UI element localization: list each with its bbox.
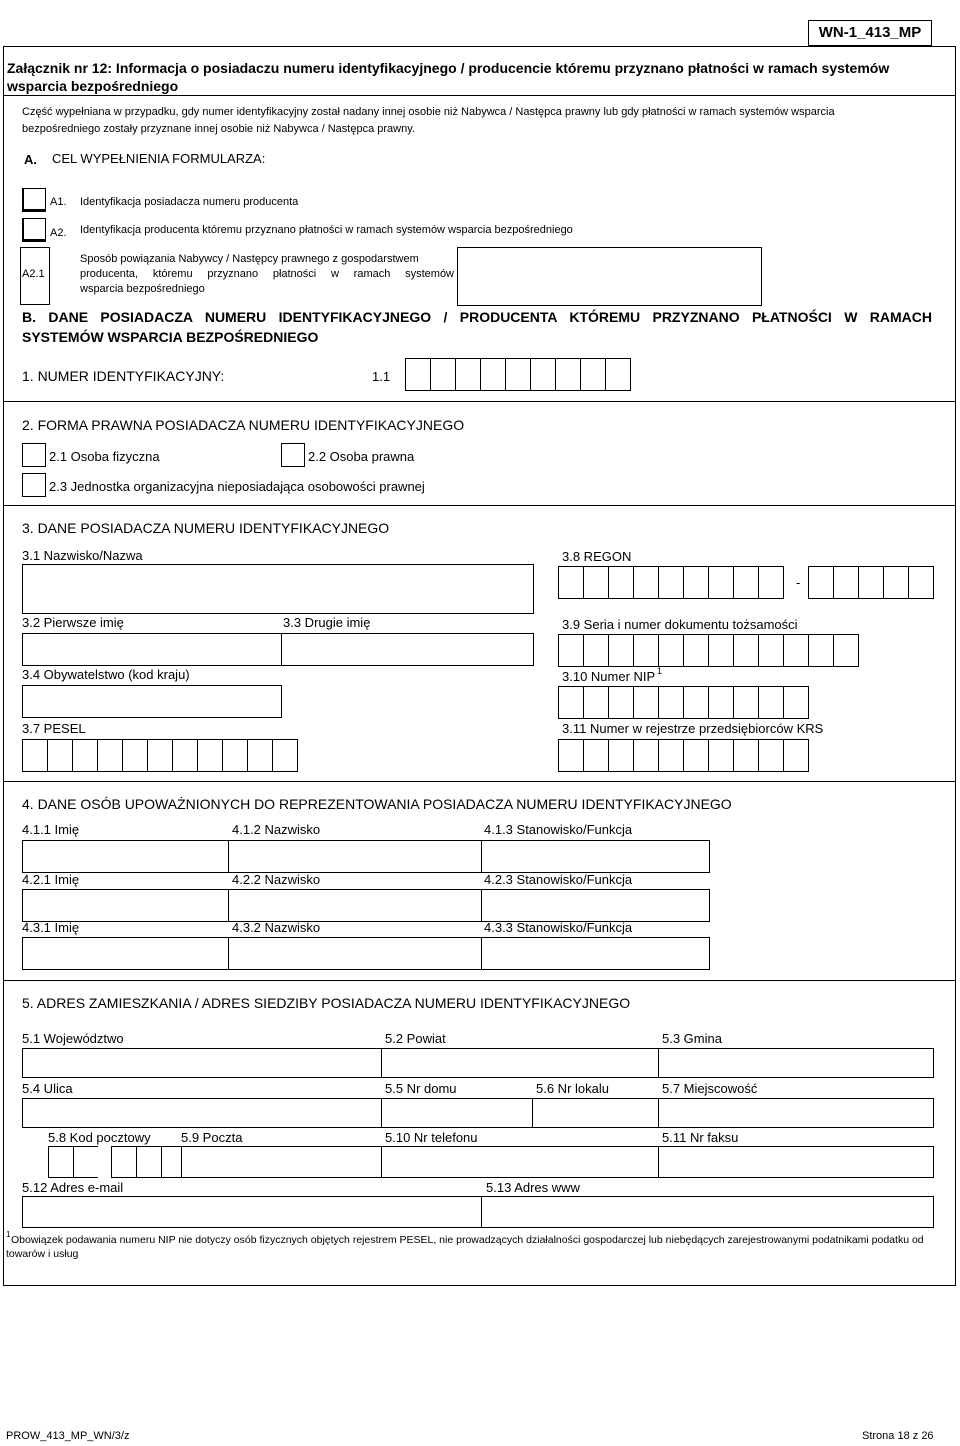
nip-cells[interactable] [558,686,808,719]
section-b-title-line2: SYSTEMÓW WSPARCIA BEZPOŚREDNIEGO [22,329,319,345]
s4-row3-nazwisko-input[interactable] [228,937,482,970]
s4-row1-stanowisko-input[interactable] [481,840,710,873]
s54-input[interactable] [22,1098,382,1128]
s32-label: 3.2 Pierwsze imię [22,615,124,630]
s1-code: 1.1 [372,369,391,384]
s510-input[interactable] [381,1146,659,1178]
krs-cells[interactable] [558,739,808,772]
top-divider [3,95,956,96]
a2-checkbox[interactable] [22,218,46,242]
s4-row1-imie: 4.1.1 Imię [22,822,80,837]
s513-input[interactable] [481,1196,934,1228]
s22-checkbox[interactable] [281,443,305,467]
s5-title: 5. ADRES ZAMIESZKANIA / ADRES SIEDZIBY POSIADACZA NUMERU IDENTYFIKACYJNEGO [22,995,631,1011]
s55-input[interactable] [381,1098,533,1128]
page-title: Załącznik nr 12: Informacja o posiadaczu numeru identyfikacyjnego / producencie któremu przyznano płatności w ramach systemów [7,60,890,76]
s39-label: 3.9 Seria i numer dokumentu tożsamości [562,617,798,632]
s4-row1-stanowisko: 4.1.3 Stanowisko/Funkcja [484,822,633,837]
s4-row1-imie-input[interactable] [22,840,229,873]
regon-dash: - [796,575,801,590]
s4-row2-nazwisko: 4.2.2 Nazwisko [232,872,321,887]
s52-input[interactable] [381,1048,659,1078]
s56-input[interactable] [532,1098,659,1128]
s511-input[interactable] [658,1146,934,1178]
s52-label: 5.2 Powiat [385,1031,446,1046]
s3-title: 3. DANE POSIADACZA NUMERU IDENTYFIKACYJNEGO [22,520,390,536]
s510-label: 5.10 Nr telefonu [385,1130,478,1145]
a21-description-line2: producenta, któremu przyznano płatności w ramach systemów [80,268,454,280]
s51-input[interactable] [22,1048,382,1078]
s58-label: 5.8 Kod pocztowy [48,1130,151,1145]
divider-1 [3,401,956,402]
a1-checkbox[interactable] [22,188,46,212]
footer-doc-code: PROW_413_MP_WN/3/z [6,1430,130,1442]
s512-label: 5.12 Adres e-mail [22,1180,124,1195]
s23-label: 2.3 Jednostka organizacyjna nieposiadająca osobowości prawnej [49,479,425,494]
s511-label: 5.11 Nr faksu [662,1130,739,1145]
divider-4 [3,980,956,981]
s4-row3-stanowisko-input[interactable] [481,937,710,970]
footnote-text: Obowiązek podawania numeru NIP nie dotyczy osób fizycznych objętych rejestrem PESEL, nie prowadzących działalności gospodarczej lub niebędących zarejestrowanymi podatnikami podatku od [11,1234,924,1246]
section-a-title: CEL WYPEŁNIENIA FORMULARZA: [52,151,266,166]
s59-label: 5.9 Poczta [181,1130,243,1145]
intro-text: Część wypełniana w przypadku, gdy numer identyfikacyjny został nadany innej osobie niż Nabywca / Następca prawny lub gdy płatności w ramach systemów wsparcia [22,106,835,118]
a2-code: A2. [50,227,67,239]
s310-label: 3.10 Numer NIP [562,669,656,684]
s31-input[interactable] [22,564,534,614]
section-a-letter: A. [24,152,37,167]
id-document-cells[interactable] [558,634,858,667]
s21-label: 2.1 Osoba fizyczna [49,449,160,464]
s1-title: 1. NUMER IDENTYFIKACYJNY: [22,368,225,384]
s4-row1-nazwisko: 4.1.2 Nazwisko [232,822,321,837]
s513-label: 5.13 Adres www [486,1180,580,1195]
s4-row2-stanowisko-input[interactable] [481,889,710,922]
s4-row2-imie: 4.2.1 Imię [22,872,80,887]
a1-label: Identyfikacja posiadacza numeru producenta [80,196,299,208]
s4-row2-nazwisko-input[interactable] [228,889,482,922]
s4-row1-nazwisko-input[interactable] [228,840,482,873]
section-b-title: B. DANE POSIADACZA NUMERU IDENTYFIKACYJNEGO / PRODUCENTA KTÓREMU PRZYZNANO PŁATNOŚCI W RAMACH [22,309,932,325]
s54-label: 5.4 Ulica [22,1081,73,1096]
footnote-text-line2: towarów i usług [6,1248,79,1260]
intro-text-line2: bezpośredniego zostały przyznane innej osobie niż Nabywca / Następca prawny. [22,123,415,135]
s4-row3-imie-input[interactable] [22,937,229,970]
s23-checkbox[interactable] [22,473,46,497]
s21-checkbox[interactable] [22,443,46,467]
s2-title: 2. FORMA PRAWNA POSIADACZA NUMERU IDENTYFIKACYJNEGO [22,417,465,433]
s38-label: 3.8 REGON [562,549,632,564]
s53-label: 5.3 Gmina [662,1031,722,1046]
regon-cells-suffix[interactable] [808,566,933,599]
s310-footnote-mark: 1 [657,666,663,676]
a21-description: Sposób powiązania Nabywcy / Następcy prawnego z gospodarstwem [80,253,419,265]
footer-page-number: Strona 18 z 26 [862,1430,934,1442]
a21-code: A2.1 [22,268,45,280]
s33-label: 3.3 Drugie imię [283,615,371,630]
a1-code: A1. [50,196,67,208]
pesel-cells[interactable] [22,739,297,772]
s4-row3-stanowisko: 4.3.3 Stanowisko/Funkcja [484,920,633,935]
s512-input[interactable] [22,1196,482,1228]
form-code: WN-1_413_MP [818,24,922,41]
a21-description-line3: wsparcia bezpośredniego [80,283,205,295]
s33-input[interactable] [281,633,534,666]
s22-label: 2.2 Osoba prawna [308,449,415,464]
s34-input[interactable] [22,685,282,718]
s31-label: 3.1 Nazwisko/Nazwa [22,548,143,563]
s4-row2-imie-input[interactable] [22,889,229,922]
s4-title: 4. DANE OSÓB UPOWAŻNIONYCH DO REPREZENTOWANIA POSIADACZA NUMERU IDENTYFIKACYJNEGO [22,796,732,812]
s34-label: 3.4 Obywatelstwo (kod kraju) [22,667,190,682]
a21-input[interactable] [457,247,762,306]
divider-2 [3,505,956,506]
id-number-cells[interactable] [405,358,630,391]
s56-label: 5.6 Nr lokalu [536,1081,609,1096]
s53-input[interactable] [658,1048,934,1078]
s51-label: 5.1 Województwo [22,1031,124,1046]
postal-code-cells[interactable] [48,1146,186,1178]
s4-row3-imie: 4.3.1 Imię [22,920,80,935]
s55-label: 5.5 Nr domu [385,1081,457,1096]
page-title-line2: wsparcia bezpośredniego [7,78,179,94]
footnote-mark: 1 [6,1230,11,1239]
s37-label: 3.7 PESEL [22,721,86,736]
s311-label: 3.11 Numer w rejestrze przedsiębiorców KRS [562,721,824,736]
s59-input[interactable] [181,1146,382,1178]
s4-row3-nazwisko: 4.3.2 Nazwisko [232,920,321,935]
divider-3 [3,781,956,782]
s4-row2-stanowisko: 4.2.3 Stanowisko/Funkcja [484,872,633,887]
regon-cells[interactable] [558,566,783,599]
s57-input[interactable] [658,1098,934,1128]
a2-label: Identyfikacja producenta któremu przyznano płatności w ramach systemów wsparcia bezpośredniego [80,224,573,236]
s57-label: 5.7 Miejscowość [662,1081,758,1096]
s32-input[interactable] [22,633,282,666]
